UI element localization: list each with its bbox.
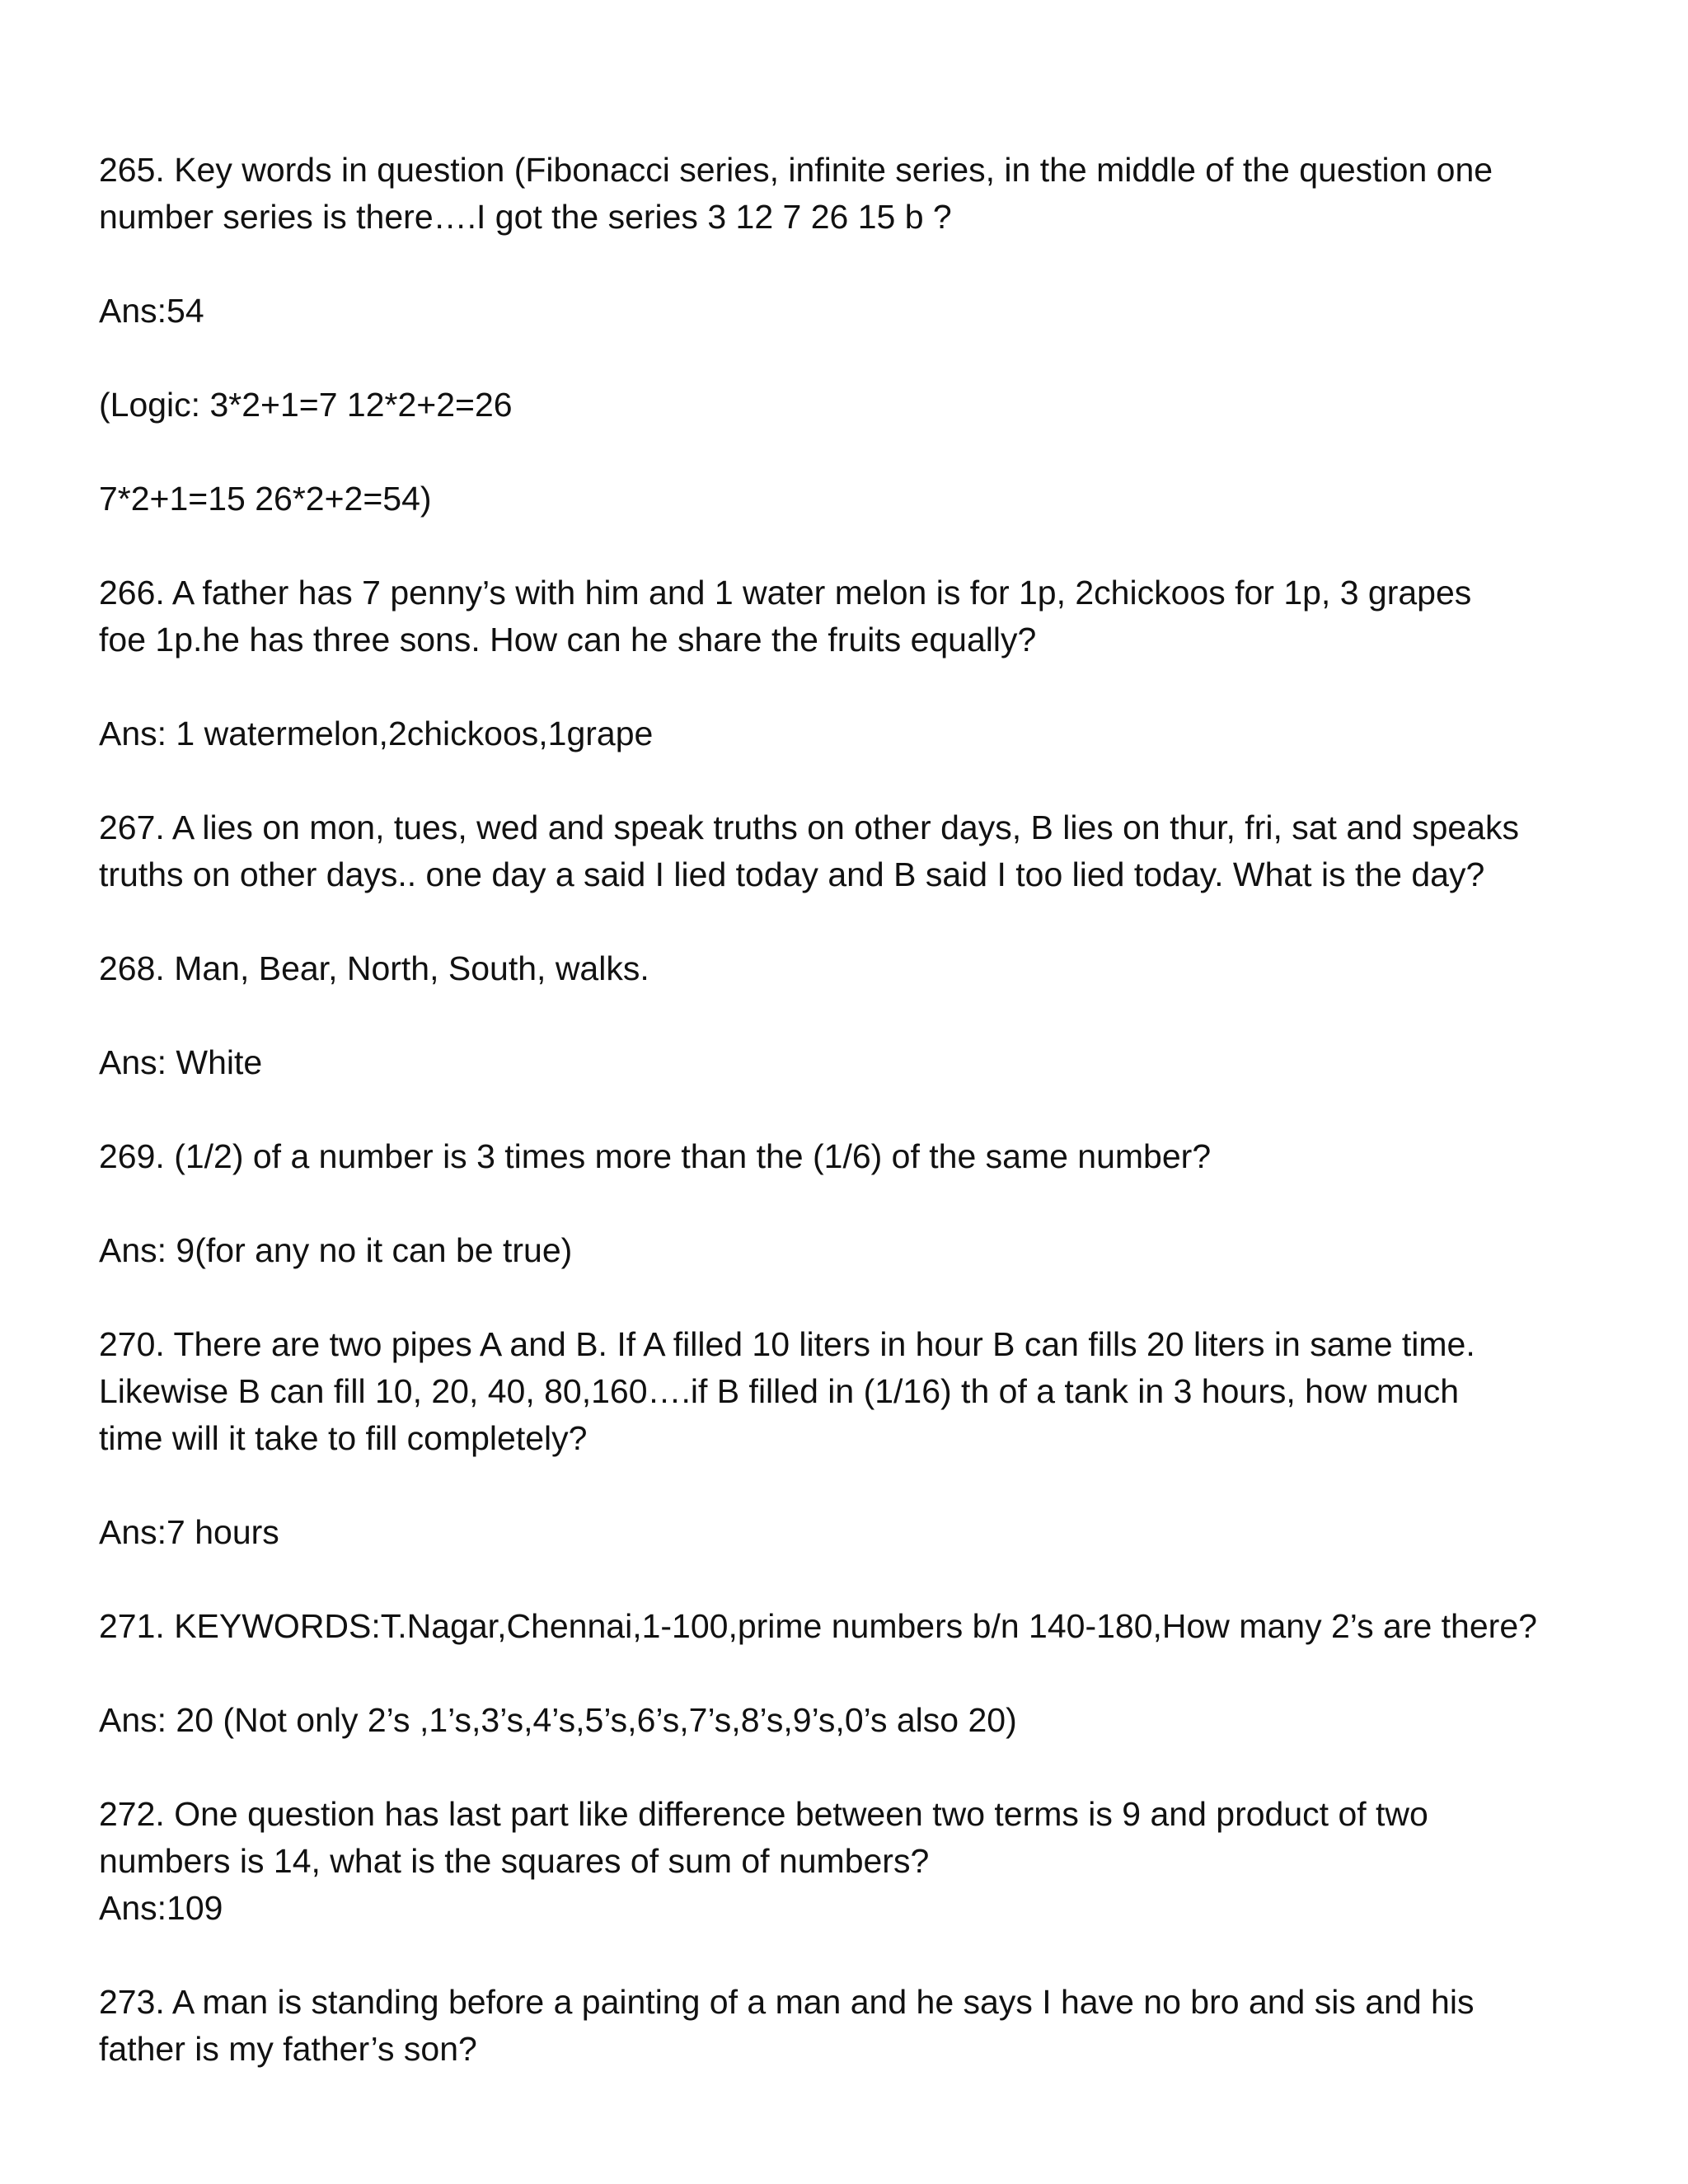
question-272 [99,1791,1615,1932]
answer-270 [99,1509,1615,1556]
question-272-line-2: numbers is 14, what is the squares of sum of numbers? [99,1842,930,1880]
question-267 [99,804,1615,898]
question-273 [99,1979,1615,2073]
question-270-line-3: time will it take to fill completely? [99,1419,588,1457]
logic-265-line-1: (Logic: 3*2+1=7 12*2+2=26 [99,386,513,424]
question-271-line-1: 271. KEYWORDS:T.Nagar,Chennai,1-100,prime numbers b/n 140-180,How many 2’s are there? [99,1607,1537,1645]
question-265 [99,147,1615,241]
question-268-line-1: 268. Man, Bear, North, South, walks. [99,949,649,987]
question-270-line-2: Likewise B can fill 10, 20, 40, 80,160….if B filled in (1/16) th of a tank in 3 hours, how much [99,1372,1460,1410]
question-265-line-2: number series is there….I got the series 3 12 7 26 15 b ? [99,198,952,236]
answer-270-text: Ans:7 hours [99,1513,279,1551]
answer-268-text: Ans: White [99,1043,263,1081]
question-269-line-1: 269. (1/2) of a number is 3 times more than the (1/6) of the same number? [99,1137,1212,1175]
logic-265-part-2 [99,476,1615,523]
answer-265-text: Ans:54 [99,292,204,330]
answer-271-text: Ans: 20 (Not only 2’s ,1’s,3’s,4’s,5’s,6’s,7’s,8’s,9’s,0’s also 20) [99,1701,1017,1739]
question-266-line-1: 266. A father has 7 penny’s with him and 1 water melon is for 1p, 2chickoos for 1p, 3 grapes [99,574,1472,612]
answer-272-text: Ans:109 [99,1889,223,1927]
question-270-line-1: 270. There are two pipes A and B. If A filled 10 liters in hour B can fills 20 liters in same time. [99,1325,1475,1363]
question-270 [99,1321,1615,1462]
question-267-line-2: truths on other days.. one day a said I lied today and B said I too lied today. What is the day? [99,855,1485,893]
answer-266-text: Ans: 1 watermelon,2chickoos,1grape [99,715,654,752]
question-273-line-1: 273. A man is standing before a painting of a man and he says I have no bro and sis and his [99,1983,1475,2021]
question-269 [99,1133,1615,1180]
logic-265-part-1 [99,382,1615,429]
answer-265 [99,288,1615,335]
question-273-line-2: father is my father’s son? [99,2030,477,2068]
answer-268 [99,1039,1615,1086]
question-272-line-1: 272. One question has last part like difference between two terms is 9 and product of two [99,1795,1428,1833]
question-265-line-1: 265. Key words in question (Fibonacci series, infinite series, in the middle of the question one [99,151,1493,189]
question-267-line-1: 267. A lies on mon, tues, wed and speak truths on other days, B lies on thur, fri, sat and speaks [99,808,1520,846]
answer-266 [99,710,1615,757]
question-271 [99,1603,1615,1650]
document-page [99,147,1615,2073]
answer-269-text: Ans: 9(for any no it can be true) [99,1231,573,1269]
answer-271 [99,1697,1615,1744]
answer-269 [99,1227,1615,1274]
question-266 [99,569,1615,663]
question-266-line-2: foe 1p.he has three sons. How can he share the fruits equally? [99,621,1037,658]
logic-265-line-2: 7*2+1=15 26*2+2=54) [99,480,432,518]
question-268 [99,945,1615,992]
